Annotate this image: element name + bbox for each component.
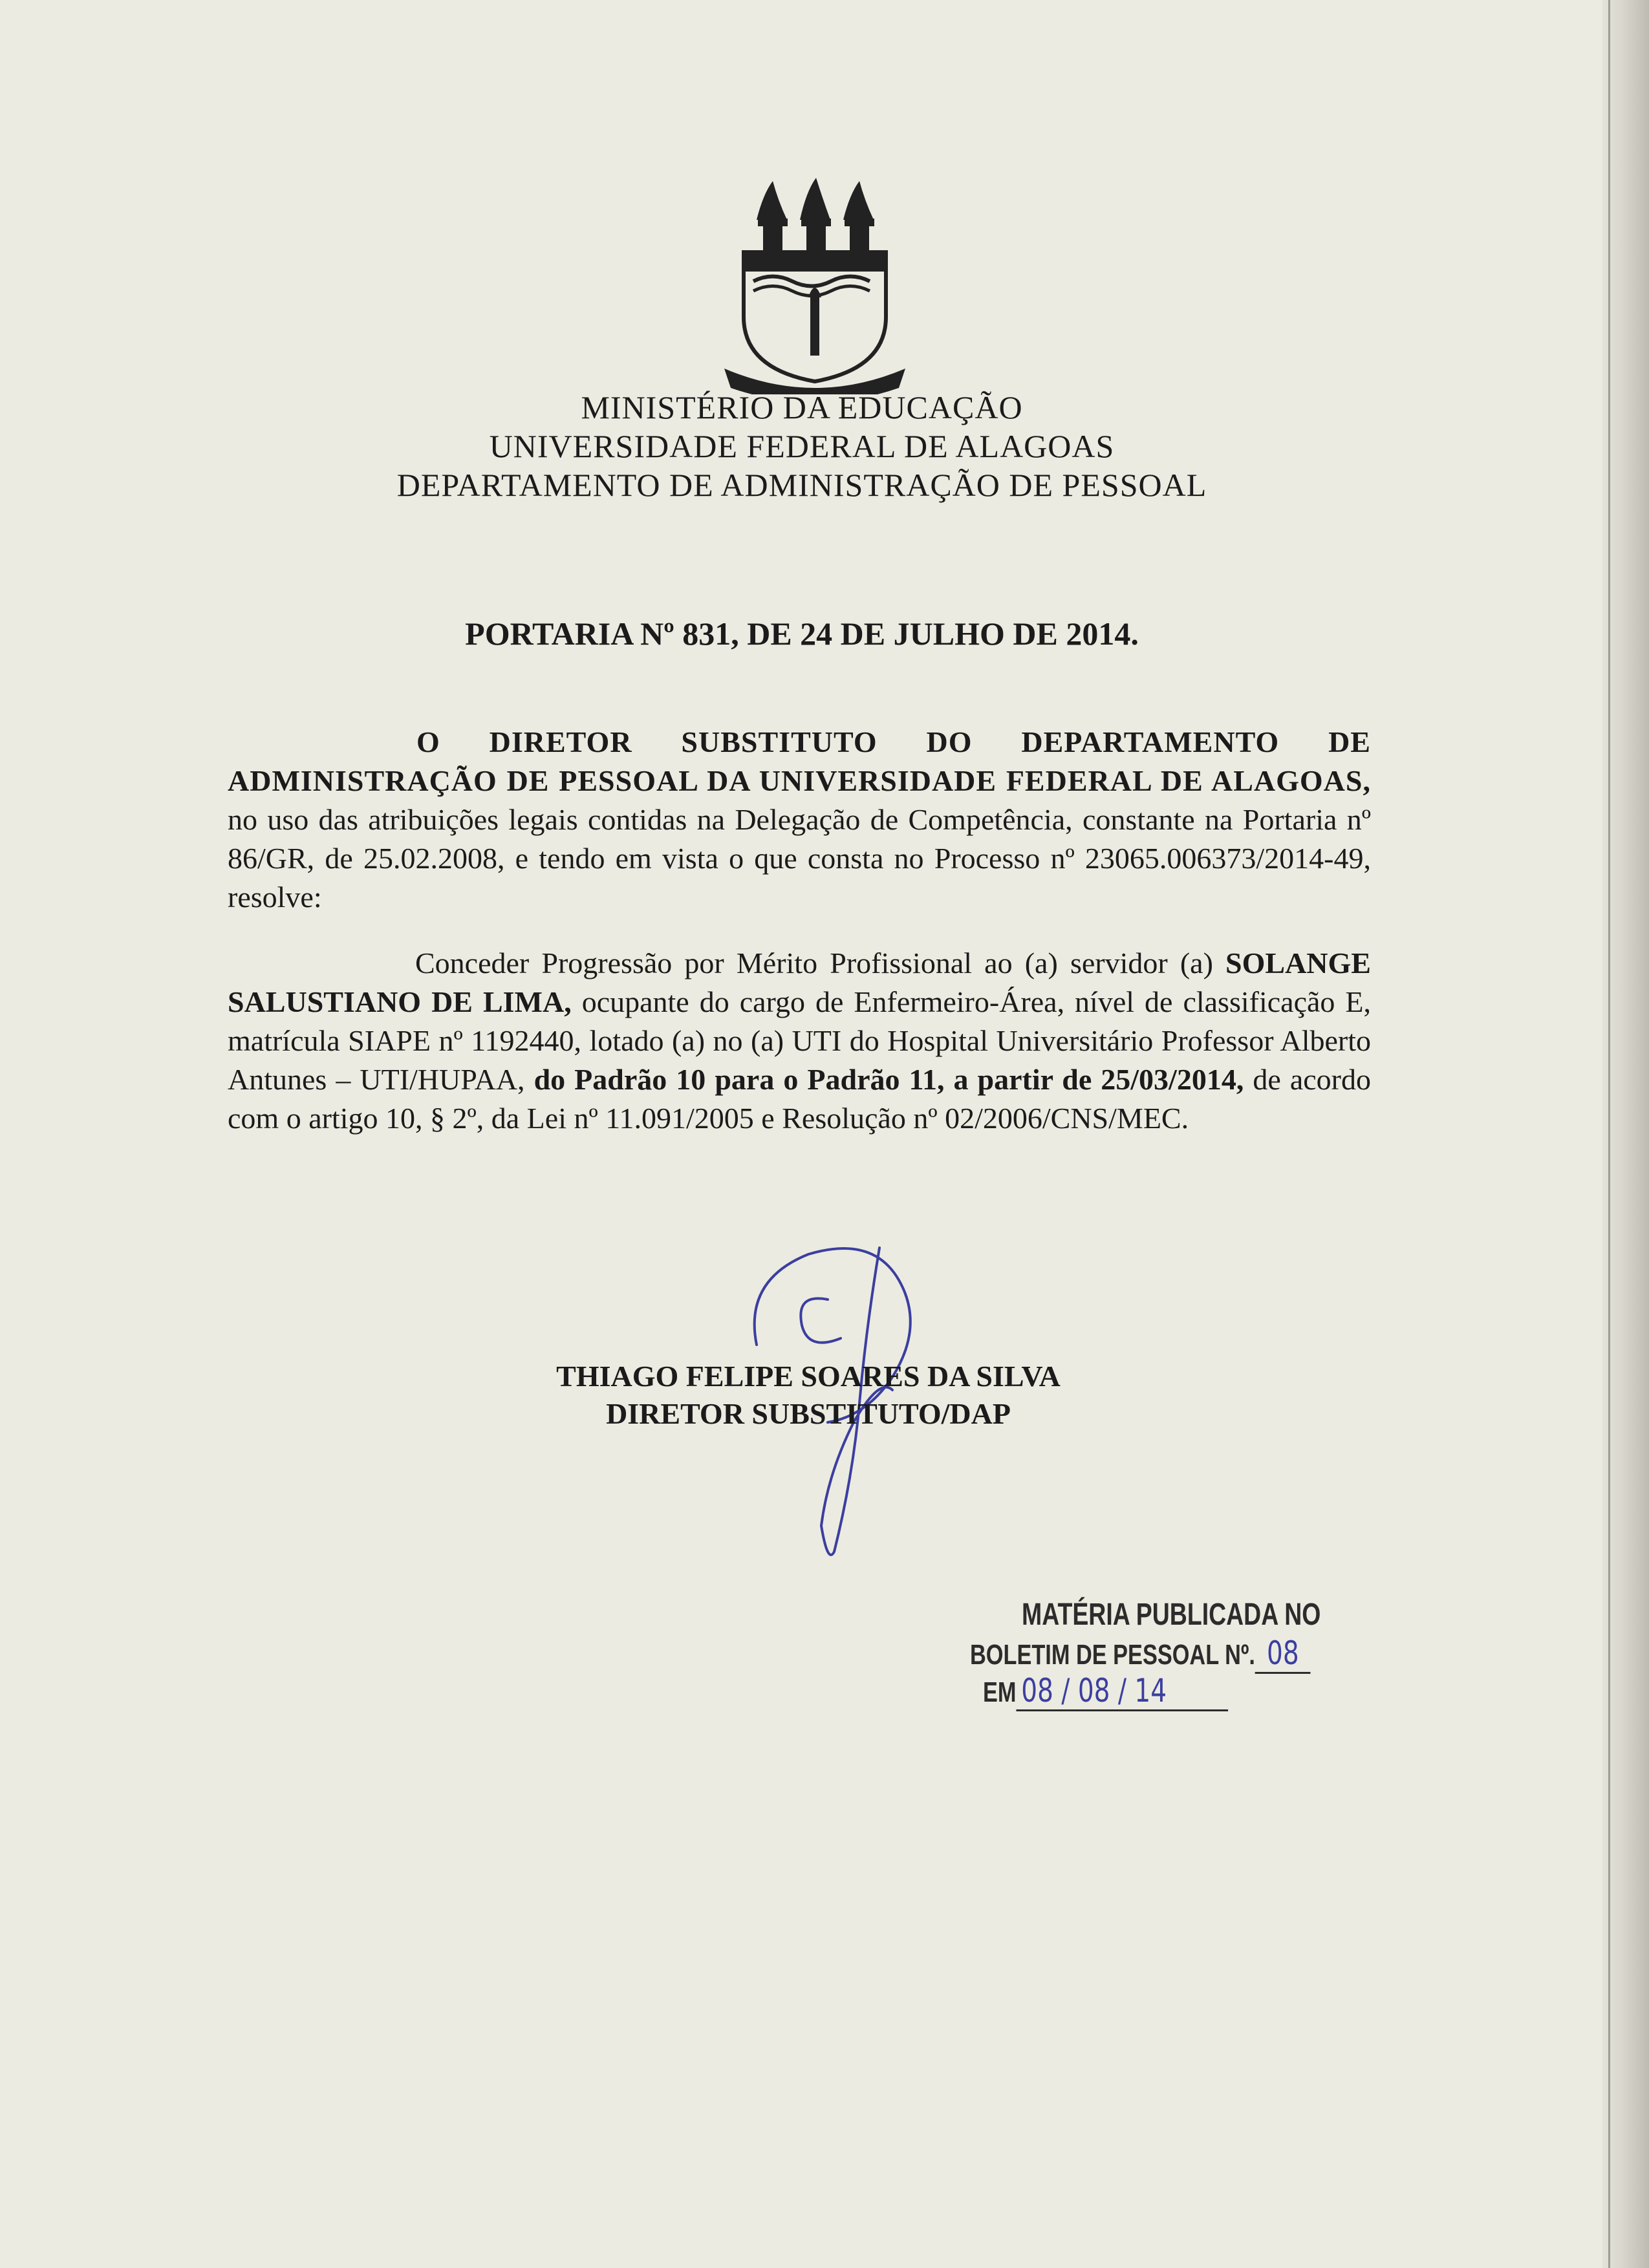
preamble-paragraph (228, 723, 1371, 917)
signatory-name: THIAGO FELIPE SOARES DA SILVA (556, 1360, 1061, 1393)
page-edge-line (1608, 0, 1610, 2268)
stamp-line1: MATÉRIA PUBLICADA NO (1022, 1598, 1321, 1632)
padrao-change: do Padrão 10 para o Padrão 11, a partir de 25/03/2014, (534, 1063, 1244, 1096)
stamp-date-year: 14 (1134, 1672, 1167, 1709)
resolution-part3: de acordo com o artigo 10, § 2º, da Lei nº 11.091/2005 e Resolução nº 02/2006/CNS/MEC. (228, 1063, 1371, 1135)
preamble-bold: O DIRETOR SUBSTITUTO DO DEPARTAMENTO DE ADMINISTRAÇÃO DE PESSOAL DA UNIVERSIDADE FEDERAL DE ALAGOAS, (228, 725, 1371, 797)
stamp-bulletin-number: 08 (1267, 1634, 1299, 1672)
stamp-line3: EM 08 / 08 / 14 (983, 1672, 1228, 1711)
stamp-date-day: 08 (1021, 1672, 1053, 1709)
stamp-line2 (970, 1634, 1311, 1674)
resolution-part2: ocupante do cargo de Enfermeiro-Área, nível de classificação E, matrícula SIAPE nº 1192440, lotado (a) no (a) UTI do Hospital Universitário Professor Alberto Antunes – UTI/HUPAA, (228, 985, 1371, 1096)
portaria-title: PORTARIA Nº 831, DE 24 DE JULHO DE 2014. (465, 615, 1139, 652)
server-name: SOLANGE SALUSTIANO DE LIMA, (228, 947, 1371, 1018)
resolution-paragraph (228, 944, 1371, 1138)
stamp-date-month: 08 (1077, 1672, 1110, 1709)
department-heading: DEPARTAMENTO DE ADMINISTRAÇÃO DE PESSOAL (396, 467, 1207, 503)
resolution-part1: Conceder Progressão por Mérito Profissional ao (a) servidor (a) (415, 947, 1226, 979)
publication-stamp (970, 1597, 1332, 1726)
stamp-date-label: EM (983, 1676, 1017, 1708)
signatory-role: DIRETOR SUBSTITUTO/DAP (606, 1397, 1011, 1430)
ministry-heading: MINISTÉRIO DA EDUCAÇÃO (581, 389, 1023, 425)
preamble-rest: no uso das atribuições legais contidas na Delegação de Competência, constante na Portaria nº 86/GR, de 25.02.2008, e tendo em vista o que consta no Processo nº 23065.006373/2014-49, resolve: (228, 803, 1371, 914)
university-heading: UNIVERSIDADE FEDERAL DE ALAGOAS (489, 428, 1115, 464)
university-crest-icon (718, 175, 912, 394)
stamp-bulletin-label: BOLETIM DE PESSOAL Nº. (970, 1639, 1255, 1671)
